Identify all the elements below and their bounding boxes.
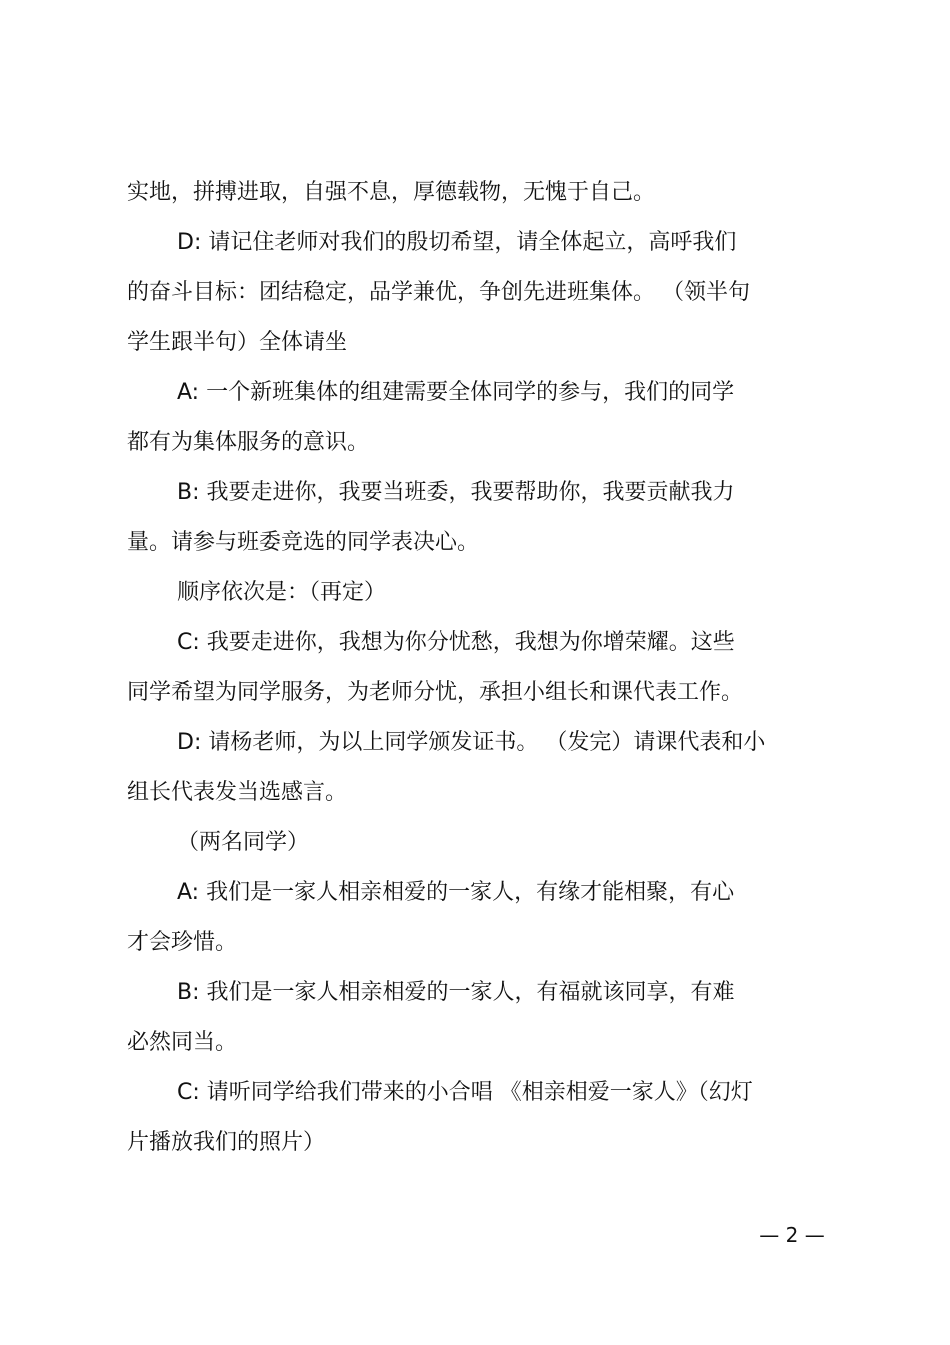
text-line: 量。请参与班委竞选的同学表决心。 bbox=[127, 530, 480, 555]
text-line: 片播放我们的照片） bbox=[127, 1130, 326, 1155]
text-line: 实地，拼搏进取，自强不息，厚德载物，无愧于自己。 bbox=[127, 180, 656, 205]
text-line: 学生跟半句）全体请坐 bbox=[127, 330, 348, 355]
text-line: A: 我们是一家人相亲相爱的一家人，有缘才能相聚，有心 bbox=[177, 880, 735, 905]
text-line: 组长代表发当选感言。 bbox=[127, 780, 348, 805]
text-line: C: 我要走进你，我想为你分忧愁，我想为你增荣耀。这些 bbox=[177, 630, 735, 655]
page-number: — 2 — bbox=[759, 1223, 825, 1247]
text-line: 必然同当。 bbox=[127, 1030, 238, 1055]
text-line: B: 我们是一家人相亲相爱的一家人，有福就该同享，有难 bbox=[177, 980, 735, 1005]
text-line: 都有为集体服务的意识。 bbox=[127, 430, 370, 455]
text-line: 的奋斗目标：团结稳定，品学兼优，争创先进班集体。 （领半句 bbox=[127, 280, 750, 305]
text-line: C: 请听同学给我们带来的小合唱 《相亲相爱一家人》（幻灯 bbox=[177, 1080, 753, 1105]
text-line: B: 我要走进你，我要当班委，我要帮助你，我要贡献我力 bbox=[177, 480, 735, 505]
text-line: A: 一个新班集体的组建需要全体同学的参与，我们的同学 bbox=[177, 380, 735, 405]
text-line: D: 请杨老师，为以上同学颁发证书。 （发完）请课代表和小 bbox=[177, 730, 766, 755]
text-line: 才会珍惜。 bbox=[127, 930, 238, 955]
text-line: D: 请记住老师对我们的殷切希望，请全体起立，高呼我们 bbox=[177, 230, 737, 255]
text-line: 顺序依次是：（再定） bbox=[177, 580, 387, 605]
text-line: 同学希望为同学服务，为老师分忧，承担小组长和课代表工作。 bbox=[127, 680, 744, 705]
text-line: （两名同学） bbox=[177, 830, 310, 855]
